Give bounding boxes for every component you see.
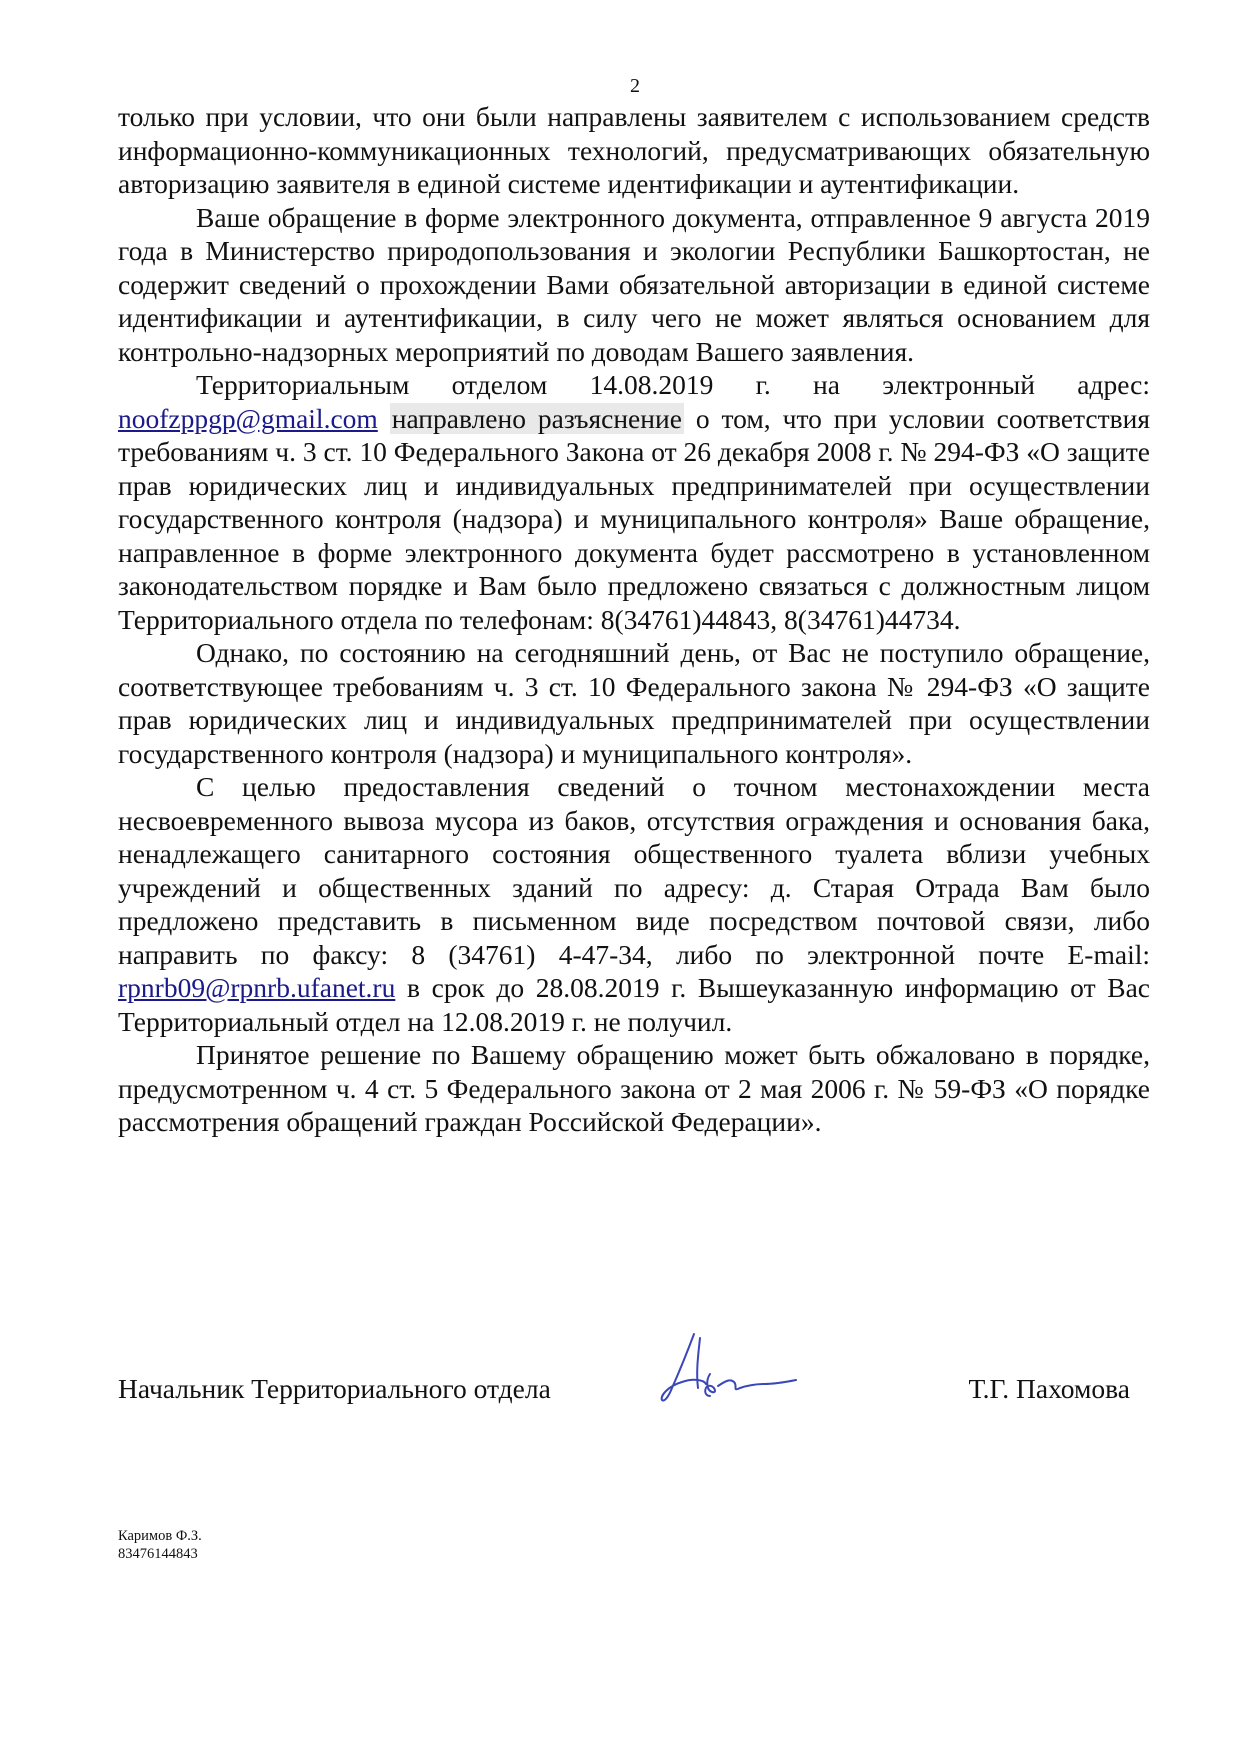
paragraph-text: Территориальным отделом 14.08.2019 г. на электронный адрес: bbox=[196, 369, 1150, 400]
paragraph-territorial-department bbox=[118, 368, 1150, 636]
paragraph-location-request bbox=[118, 770, 1150, 1038]
signature-block bbox=[118, 1372, 1150, 1432]
paragraph-appeal-rights: Принятое решение по Вашему обращению может быть обжаловано в порядке, предусмотренном ч. 4 ст. 5 Федерального закона от 2 мая 2006 г. № 59-ФЗ «О порядке рассмотрения обращений граждан Российской Федерации». bbox=[118, 1039, 1150, 1137]
email-link[interactable]: rpnrb09@rpnrb.ufanet.ru bbox=[118, 972, 396, 1003]
email-link[interactable]: noofzppgp@gmail.com bbox=[118, 402, 378, 434]
executor-name: Каримов Ф.З. bbox=[118, 1528, 202, 1544]
page-number: 2 bbox=[630, 75, 640, 97]
signatory-name: Т.Г. Пахомова bbox=[968, 1373, 1130, 1404]
paragraph-text: С целью предоставления сведений о точном местонахождении места несвоевременного вывоза мусора из баков, отсутствия ограждения и основания бака, ненадлежащего санитарного состояния общественного туалета вблизи учебных учреждений и общественных зданий по адресу: д. Старая Отрада Вам было предложено представить в письменном виде посредством почтовой связи, либо направить по факсу: 8 (34761) 4-47-34, либо по электронной почте E-mail: bbox=[118, 771, 1150, 970]
signatory-position: Начальник Территориального отдела bbox=[118, 1373, 551, 1404]
handwritten-signature bbox=[654, 1330, 814, 1420]
paragraph-electronic-appeal: Ваше обращение в форме электронного документа, отправленное 9 августа 2019 года в Министерство природопользования и экологии Республики Башкортостан, не содержит сведений о прохождении Вами обязательной авторизации в единой системе идентификации и аутентификации, в силу чего не может являться основанием для контрольно-надзорных мероприятий по доводам Вашего заявления. bbox=[118, 201, 1150, 367]
paragraph-text: о том, что при условии соответствия требованиям ч. 3 ст. 10 Федерального Закона от 26 декабря 2008 г. № 294-ФЗ «О защите прав юридических лиц и индивидуальных предпринимателей при осуществлении государственного контроля (надзора) и муниципального контроля» Ваше обращение, направленное в форме электронного документа будет рассмотрено в установленном законодательством порядке и Вам было предложено связаться с должностным лицом Территориального отдела по телефонам: 8(34761)44843, 8(34761)44734. bbox=[118, 402, 1150, 635]
letter-body bbox=[118, 100, 1150, 1139]
highlighted-text: направлено разъяснение bbox=[391, 402, 682, 434]
executor-info bbox=[118, 1527, 202, 1563]
paragraph-text: в срок до 28.08.2019 г. Вышеуказанную информацию от Вас Территориальный отдел на 12.08.2019 г. не получил. bbox=[118, 972, 1150, 1037]
executor-phone: 83476144843 bbox=[118, 1546, 198, 1562]
paragraph-continuation: только при условии, что они были направлены заявителем с использованием средств информационно-коммуникационных технологий, предусматривающих обязательную авторизацию заявителя в единой системе идентификации и аутентификации. bbox=[118, 101, 1150, 199]
paragraph-no-appeal: Однако, по состоянию на сегодняшний день, от Вас не поступило обращение, соответствующее требованиям ч. 3 ст. 10 Федерального закона № 294-ФЗ «О защите прав юридических лиц и индивидуальных предпринимателей при осуществлении государственного контроля (надзора) и муниципального контроля». bbox=[118, 637, 1150, 769]
paragraph-text bbox=[378, 403, 390, 434]
